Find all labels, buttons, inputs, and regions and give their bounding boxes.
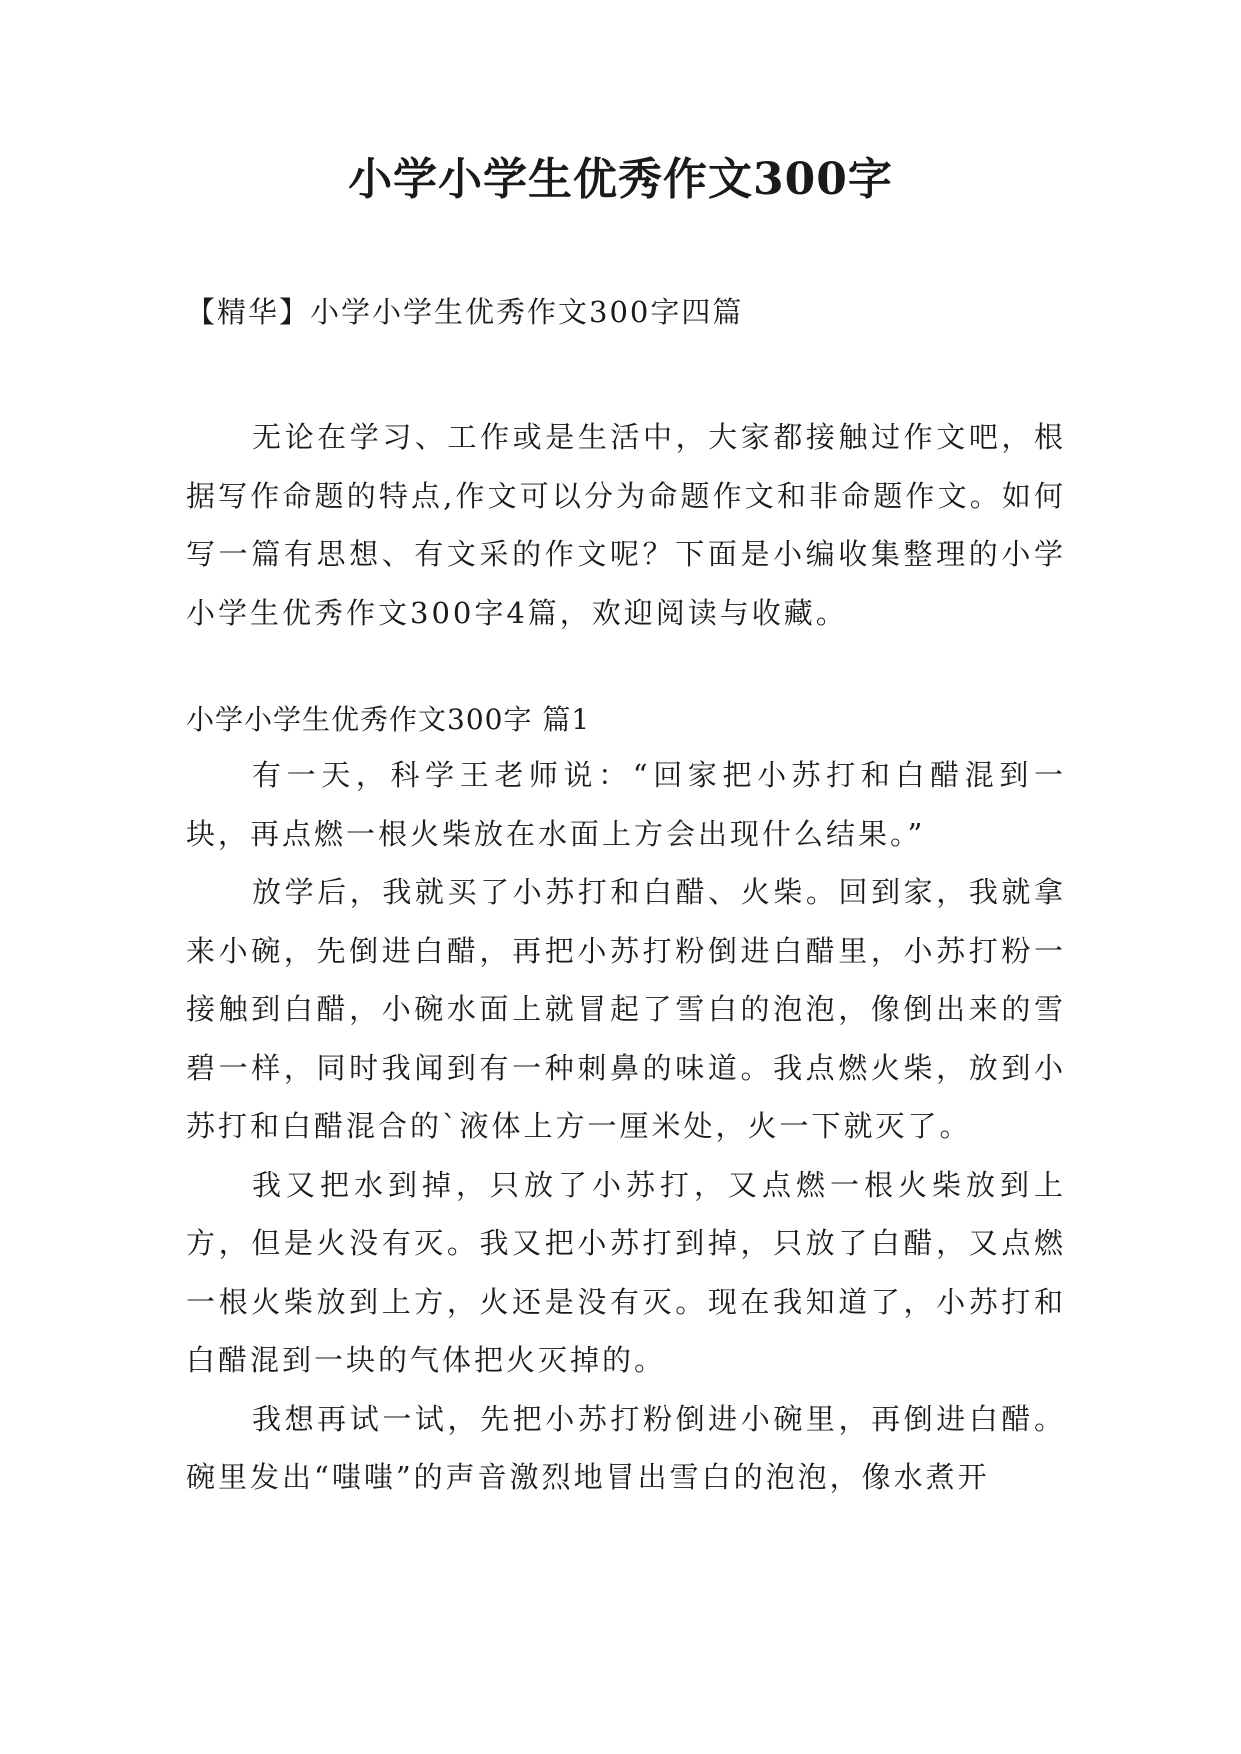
essay-paragraph: 我想再试一试，先把小苏打粉倒进小碗里，再倒进白醋。碗里发出“嗤嗤”的声音激烈地冒出雪白的泡泡，像水煮开	[186, 1401, 1066, 1494]
document-subtitle: 【精华】小学小学生优秀作文300字四篇	[186, 295, 744, 329]
essay-paragraph: 我又把水到掉，只放了小苏打，又点燃一根火柴放到上方，但是火没有灭。我又把小苏打到掉，只放了白醋，又点燃一根火柴放到上方，火还是没有灭。现在我知道了，小苏打和白醋混到一块的气体把火灭掉的。	[186, 1167, 1066, 1377]
intro-paragraph: 无论在学习、工作或是生活中，大家都接触过作文吧，根据写作命题的特点,作文可以分为命题作文和非命题作文。如何写一篇有思想、有文采的作文呢？下面是小编收集整理的小学小学生优秀作文300字4篇，欢迎阅读与收藏。	[186, 420, 1066, 630]
document-title: 小学小学生优秀作文300字	[348, 154, 893, 205]
intro-block	[186, 408, 1066, 642]
section-heading: 小学小学生优秀作文300字 篇1	[186, 703, 591, 736]
essay-body	[186, 746, 1066, 1507]
essay-paragraph: 有一天，科学王老师说：“回家把小苏打和白醋混到一块，再点燃一根火柴放在水面上方会出现什么结果。”	[186, 758, 1066, 851]
essay-paragraph: 放学后，我就买了小苏打和白醋、火柴。回到家，我就拿来小碗，先倒进白醋，再把小苏打粉倒进白醋里，小苏打粉一接触到白醋，小碗水面上就冒起了雪白的泡泡，像倒出来的雪碧一样，同时我闻到有一种刺鼻的味道。我点燃火柴，放到小苏打和白醋混合的`液体上方一厘米处，火一下就灭了。	[186, 875, 1066, 1143]
